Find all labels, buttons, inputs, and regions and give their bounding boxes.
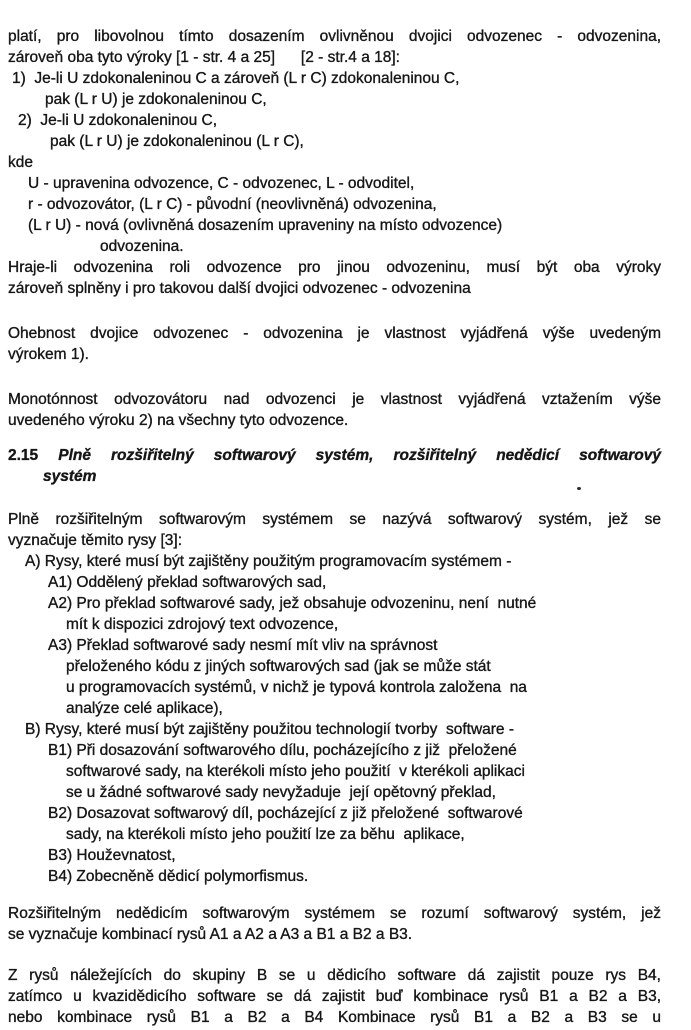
list-item-a3-3: u programovacích systémů, v nichž je typová kontrola založena na (66, 679, 527, 696)
hraje-line-2: zároveň splněny i pro takovou další dvojici odvozenec - odvozenina (8, 280, 471, 297)
intro-line-2: zároveň oba tyto výroky [1 - str. 4 a 25] [2 - str.4 a 18]: (8, 49, 400, 66)
legend-line-2: r - odvozovátor, (L r C) - původní (neovlivněná) odvozenina, (28, 196, 437, 213)
scan-speck (577, 487, 581, 490)
monotonnost-line-1: Monotónnost odvozovátoru nad odvozenci je vlastnost vyjádřená vztažením výše (8, 391, 661, 408)
ohebnost-line-1: Ohebnost dvojice odvozenec - odvozenina je vlastnost vyjádřená výše uvedeným (8, 325, 661, 342)
section-heading-line-2: systém (43, 468, 97, 485)
ohebnost-line-2: výrokem 1). (8, 346, 89, 363)
statement-1-head: 1) Je-li U zdokonaleninou C a zároveň (L r C) zdokonaleninou C, (12, 70, 460, 87)
list-item-b1-2: softwarové sady, na kterékoli místo jeho použití v kterékoli aplikaci (66, 763, 525, 780)
list-item-b1-3: se u žádné softwarové sady nevyžaduje její opětovný překlad, (66, 784, 496, 801)
zrysu-line-3: nebo kombinace rysů B1 a B2 a B4 Kombinace rysů B1 a B2 a B3 se u (8, 1009, 661, 1026)
list-item-b4: B4) Zobecněně dědicí polymorfismus. (48, 868, 309, 885)
section-number: 2.15 (8, 447, 39, 464)
list-item-a3-2: přeloženého kódu z jiných softwarových sad (jak se může stát (66, 658, 491, 675)
list-item-b2-2: sady, na kterékoli místo jeho použití lze za běhu aplikace, (66, 826, 465, 843)
legend-line-1: U - upravenina odvozence, C - odvozenec, L - odvoditel, (28, 175, 415, 192)
list-item-b3: B3) Houževnatost, (48, 847, 176, 864)
legend-line-4: odvozenina. (100, 238, 184, 255)
monotonnost-line-2: uvedeného výroku 2) na všechny tyto odvozence. (8, 412, 349, 429)
list-b-head: B) Rysy, které musí být zajištěny použitou technologií tvorby software - (25, 721, 515, 738)
list-item-a1: A1) Oddělený překlad softwarových sad, (48, 574, 327, 591)
section-title: Plně rozšiřitelný softwarový systém, rozšiřitelný nedědicí softwarový (58, 447, 661, 464)
legend-intro: kde (8, 154, 33, 171)
statement-1-body: pak (L r U) je zdokonaleninou C, (45, 91, 267, 108)
legend-line-3: (L r U) - nová (ovlivněná dosazením upraveniny na místo odvozence) (28, 217, 503, 234)
intro-line-1: platí, pro libovolnou tímto dosazením ovlivněnou dvojici odvozenec - odvozenina, (8, 28, 661, 45)
list-a-head: A) Rysy, které musí být zajištěny použitým programovacím systémem - (25, 553, 512, 570)
list-item-a2-2: mít k dispozici zdrojový text odvozence, (66, 616, 339, 633)
list-item-a2-1: A2) Pro překlad softwarové sady, jež obsahuje odvozeninu, není nutné (48, 595, 537, 612)
rozsiritelny-line-1: Rozšiřitelným nedědicím softwarovým systémem se rozumí softwarový systém, jež (8, 905, 661, 922)
statement-2-head: 2) Je-li U zdokonaleninou C, (18, 112, 218, 129)
list-item-a3-4: analýze celé aplikace), (66, 700, 223, 717)
plne-line-1: Plně rozšiřitelným softwarovým systémem se nazývá softwarový systém, jež se (8, 511, 661, 528)
section-heading-line-1 (8, 445, 661, 466)
list-item-b2-1: B2) Dosazovat softwarový díl, pocházející z již přeložené softwarové (48, 805, 523, 822)
list-item-b1-1: B1) Při dosazování softwarového dílu, pocházejícího z již přeložené (48, 742, 517, 759)
zrysu-line-1: Z rysů náležejících do skupiny B se u dědicího software dá zajistit pouze rys B4, (8, 967, 661, 984)
plne-line-2: vyznačuje těmito rysy [3]: (8, 532, 183, 549)
hraje-line-1: Hraje-li odvozenina roli odvozence pro jinou odvozeninu, musí být oba výroky (8, 259, 661, 276)
zrysu-line-2: zatímco u kvazidědicího software se dá zajistit buď kombinace rysů B1 a B2 a B3, (8, 988, 661, 1005)
rozsiritelny-line-2: se vyznačuje kombinací rysů A1 a A2 a A3 a B1 a B2 a B3. (8, 926, 413, 943)
list-item-a3-1: A3) Překlad softwarové sady nesmí mít vliv na správnost (48, 637, 438, 654)
statement-2-body: pak (L r U) je zdokonaleninou (L r C), (50, 133, 304, 150)
